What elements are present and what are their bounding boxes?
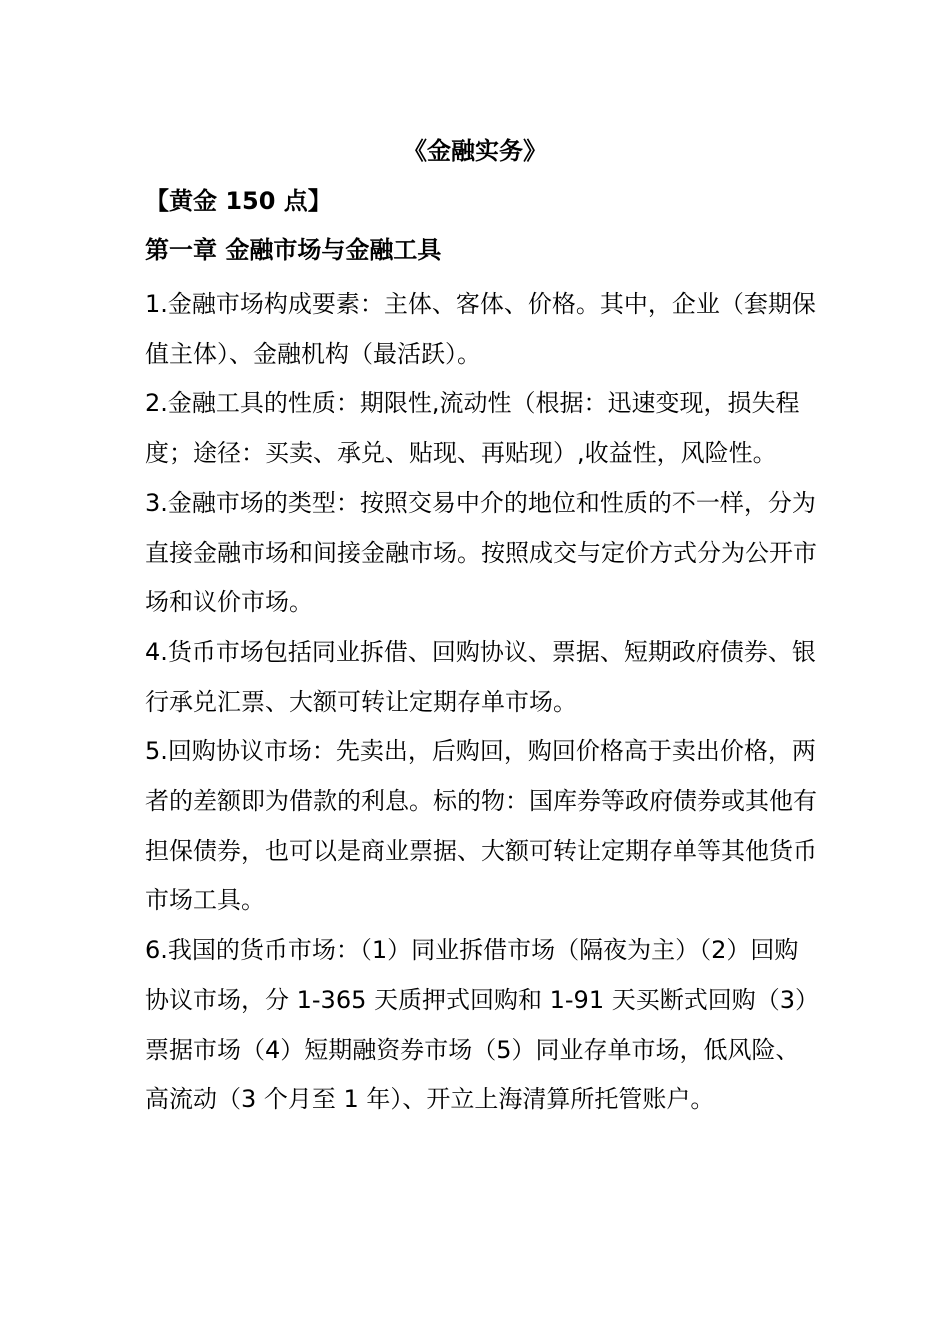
- section-heading: 【黄金 150 点】: [145, 187, 332, 215]
- paragraph-1: 1.金融市场构成要素：主体、客体、价格。其中，企业（套期保值主体）、金融机构（最活跃）。: [145, 290, 816, 368]
- body-text: [145, 280, 820, 1125]
- paragraph-6: 6.我国的货币市场：（1）同业拆借市场（隔夜为主）（2）回购协议市场，分 1-365 天质押式回购和 1-91 天买断式回购（3）票据市场（4）短期融资券市场（5）同业存单市场，低风险、高流动（3 个月至 1 年）、开立上海清算所托管账户。: [145, 936, 819, 1114]
- paragraph-5: 5.回购协议市场：先卖出，后购回，购回价格高于卖出价格，两者的差额即为借款的利息。标的物：国库券等政府债券或其他有担保债券，也可以是商业票据、大额可转让定期存单等其他货币市场工具。: [145, 737, 817, 915]
- paragraph-3: 3.金融市场的类型：按照交易中介的地位和性质的不一样，分为直接金融市场和间接金融市场。按照成交与定价方式分为公开市场和议价市场。: [145, 488, 817, 617]
- chapter-heading: 第一章 金融市场与金融工具: [145, 236, 442, 264]
- document-title: 《金融实务》: [403, 137, 547, 165]
- paragraph-2: 2.金融工具的性质：期限性,流动性（根据：迅速变现，损失程度；途径：买卖、承兑、贴现、再贴现）,收益性，风险性。: [145, 389, 800, 468]
- paragraph-4: 4.货币市场包括同业拆借、回购协议、票据、短期政府债券、银行承兑汇票、大额可转让定期存单市场。: [145, 637, 816, 716]
